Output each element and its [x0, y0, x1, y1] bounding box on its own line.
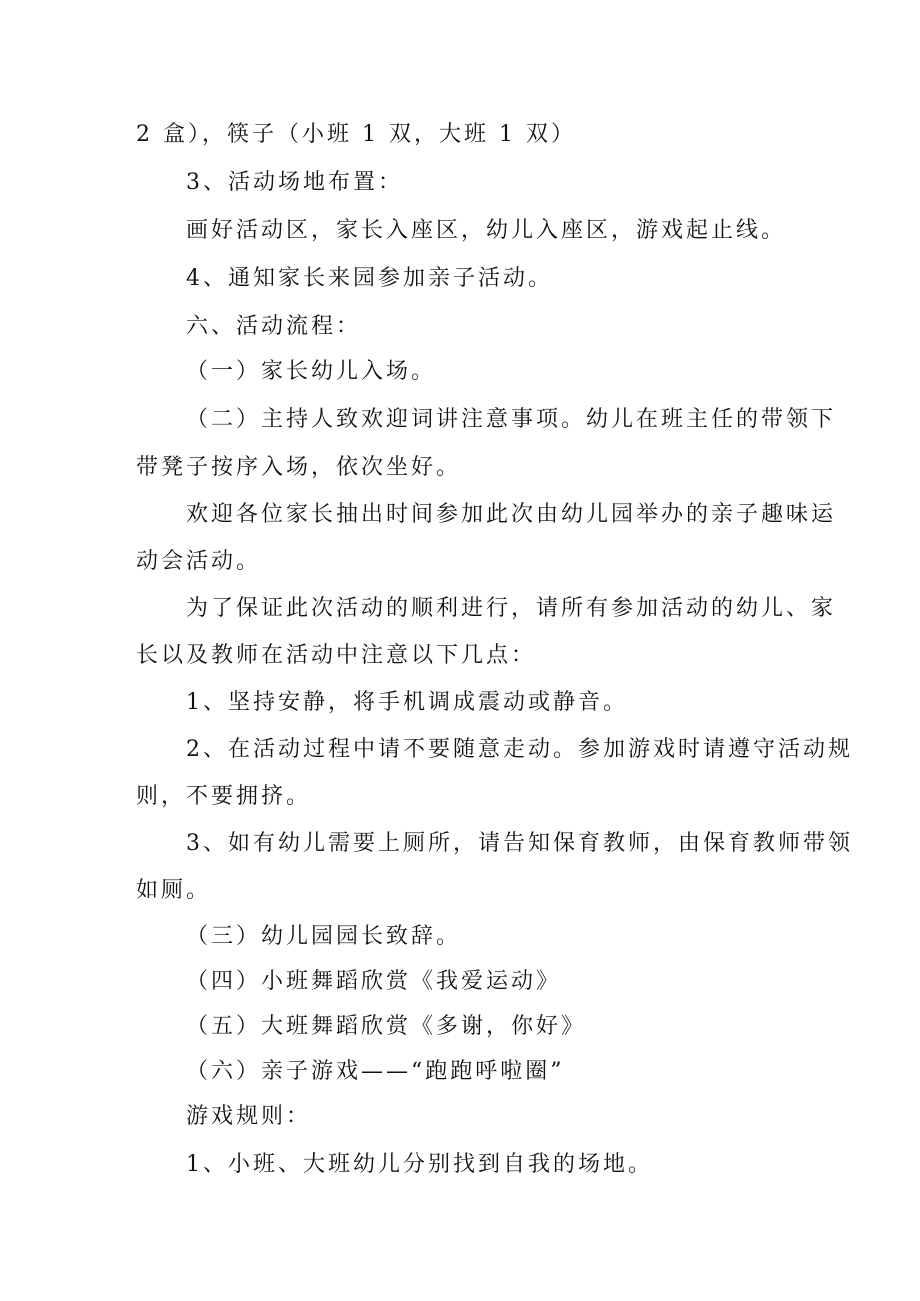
text-line: 欢迎各位家长抽出时间参加此次由幼儿园举办的亲子趣味运 — [186, 502, 837, 527]
text-line: 带凳子按序入场，依次坐好。 — [136, 455, 462, 480]
text-line: 如厕。 — [136, 878, 212, 903]
text-line: 3、如有幼儿需要上厕所，请告知保育教师，由保育教师带领 — [186, 831, 853, 856]
text-line: 游戏规则： — [186, 1104, 312, 1129]
text-line: 1、坚持安静，将手机调成震动或静音。 — [186, 690, 628, 715]
text-line: 动会活动。 — [136, 549, 262, 574]
text-line: 长以及教师在活动中注意以下几点： — [136, 643, 537, 668]
text-line: 画好活动区，家长入座区，幼儿入座区，游戏起止线。 — [186, 218, 787, 243]
text-line: 2、在活动过程中请不要随意走动。参加游戏时请遵守活动规 — [186, 737, 853, 762]
text-line: 4、通知家长来园参加亲子活动。 — [186, 266, 553, 291]
text-line: （三）幼儿园园长致辞。 — [186, 924, 462, 949]
text-line: 2 盒），筷子（小班 1 双，大班 1 双） — [136, 122, 576, 147]
text-line: （六）亲子游戏——“跑跑呼啦圈” — [186, 1059, 565, 1084]
text-line: 1、小班、大班幼儿分别找到自我的场地。 — [186, 1152, 653, 1177]
section-heading: 六、活动流程： — [186, 314, 362, 339]
text-line: 则，不要拥挤。 — [136, 784, 312, 809]
text-line: （四）小班舞蹈欣赏《我爱运动》 — [186, 969, 562, 994]
text-line: （五）大班舞蹈欣赏《多谢，你好》 — [186, 1014, 587, 1039]
text-line: 3、活动场地布置： — [186, 170, 403, 195]
text-line: （二）主持人致欢迎词讲注意事项。幼儿在班主任的带领下 — [186, 407, 837, 432]
text-line: 为了保证此次活动的顺利进行，请所有参加活动的幼儿、家 — [186, 596, 837, 621]
text-line: （一）家长幼儿入场。 — [186, 359, 437, 384]
